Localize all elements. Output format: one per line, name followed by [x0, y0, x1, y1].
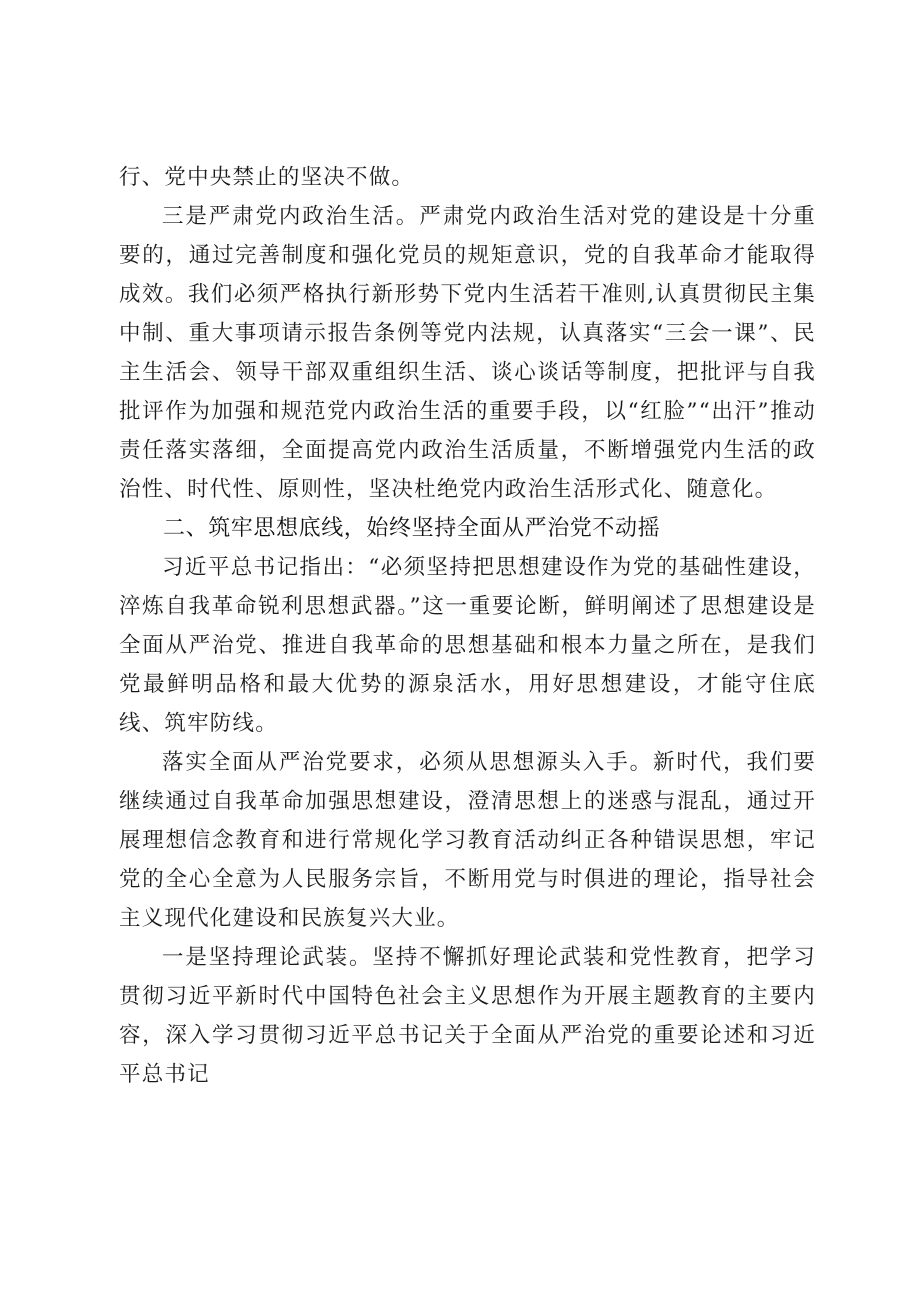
document-body [119, 158, 816, 1094]
paragraph-strict-political-life: 三是严肃党内政治生活。严肃党内政治生活对党的建设是十分重要的，通过完善制度和强化党员的规矩意识，党的自我革命才能取得成效。我们必须严格执行新形势下党内生活若干准则,认真贯彻民主集中制、重大事项请示报告条例等党内法规，认真落实“三会一课”、民主生活会、领导干部双重组织生活、谈心谈话等制度，把批评与自我批评作为加强和规范党内政治生活的重要手段，以“红脸”“出汗”推动责任落实落细，全面提高党内政治生活质量，不断增强党内生活的政治性、时代性、原则性，坚决杜绝党内政治生活形式化、随意化。 [119, 204, 816, 502]
section-heading: 二、筑牢思想底线，始终坚持全面从严治党不动摇 [163, 516, 661, 541]
paragraph-ideological-source: 落实全面从严治党要求，必须从思想源头入手。新时代，我们要继续通过自我革命加强思想建设，澄清思想上的迷惑与混乱，通过开展理想信念教育和进行常规化学习教育活动纠正各种错误思想，牢记党的全心全意为人民服务宗旨，不断用党与时俱进的理论，指导社会主义现代化建设和民族复兴大业。 [119, 750, 816, 931]
paragraph-quote: 习近平总书记指出：“必须坚持把思想建设作为党的基础性建设，淬炼自我革命锐利思想武器。”这一重要论断，鲜明阐述了思想建设是全面从严治党、推进自我革命的思想基础和根本力量之所在，是我们党最鲜明品格和最大优势的源泉活水，用好思想建设，才能守住底线、筑牢防线。 [119, 555, 816, 736]
paragraph-theory-armament: 一是坚持理论武装。坚持不懈抓好理论武装和党性教育，把学习贯彻习近平新时代中国特色社会主义思想作为开展主题教育的主要内容，深入学习贯彻习近平总书记关于全面从严治党的重要论述和习近平总书记 [119, 945, 816, 1087]
paragraph-continuation: 行、党中央禁止的坚决不做。 [119, 165, 415, 190]
